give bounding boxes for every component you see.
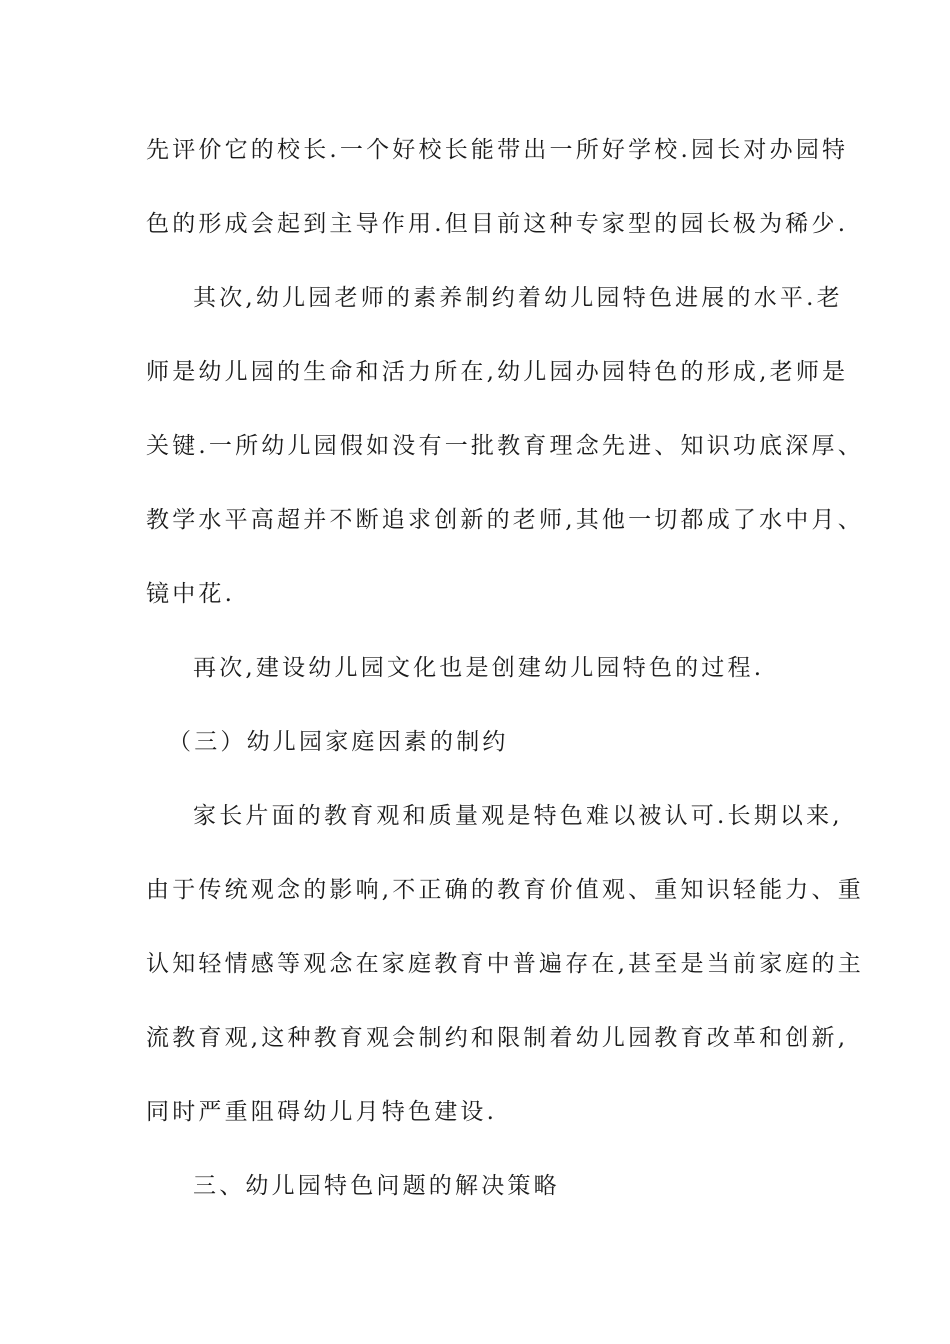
paragraph-start-line: 其次,幼儿园老师的素养制约着幼儿园特色进展的水平.老 (193, 285, 843, 311)
body-text-line: 同时严重阻碍幼儿月特色建设. (146, 1099, 498, 1125)
paragraph-start-line: 家长片面的教育观和质量观是特色难以被认可.长期以来, (193, 803, 843, 829)
body-text-line: 认知轻情感等观念在家庭教育中普遍存在,甚至是当前家庭的主 (146, 951, 864, 977)
section-heading: 三、幼儿园特色问题的解决策略 (193, 1173, 560, 1199)
body-text-line: 师是幼儿园的生命和活力所在,幼儿园办园特色的形成,老师是 (146, 359, 849, 385)
body-text-line: 关键.一所幼儿园假如没有一批教育理念先进、知识功底深厚、 (146, 433, 864, 459)
body-text-line: 流教育观,这种教育观会制约和限制着幼儿园教育改革和创新, (146, 1025, 849, 1051)
section-heading: （三）幼儿园家庭因素的制约 (168, 729, 509, 755)
body-text-line: 镜中花. (146, 581, 236, 607)
body-text-line: 教学水平高超并不断追求创新的老师,其他一切都成了水中月、 (146, 507, 864, 533)
body-text-line: 色的形成会起到主导作用.但目前这种专家型的园长极为稀少. (146, 211, 849, 237)
body-text-line: 先评价它的校长.一个好校长能带出一所好学校.园长对办园特 (146, 137, 849, 163)
body-text-line: 由于传统观念的影响,不正确的教育价值观、重知识轻能力、重 (146, 877, 864, 903)
paragraph-start-line: 再次,建设幼儿园文化也是创建幼儿园特色的过程. (193, 655, 765, 681)
